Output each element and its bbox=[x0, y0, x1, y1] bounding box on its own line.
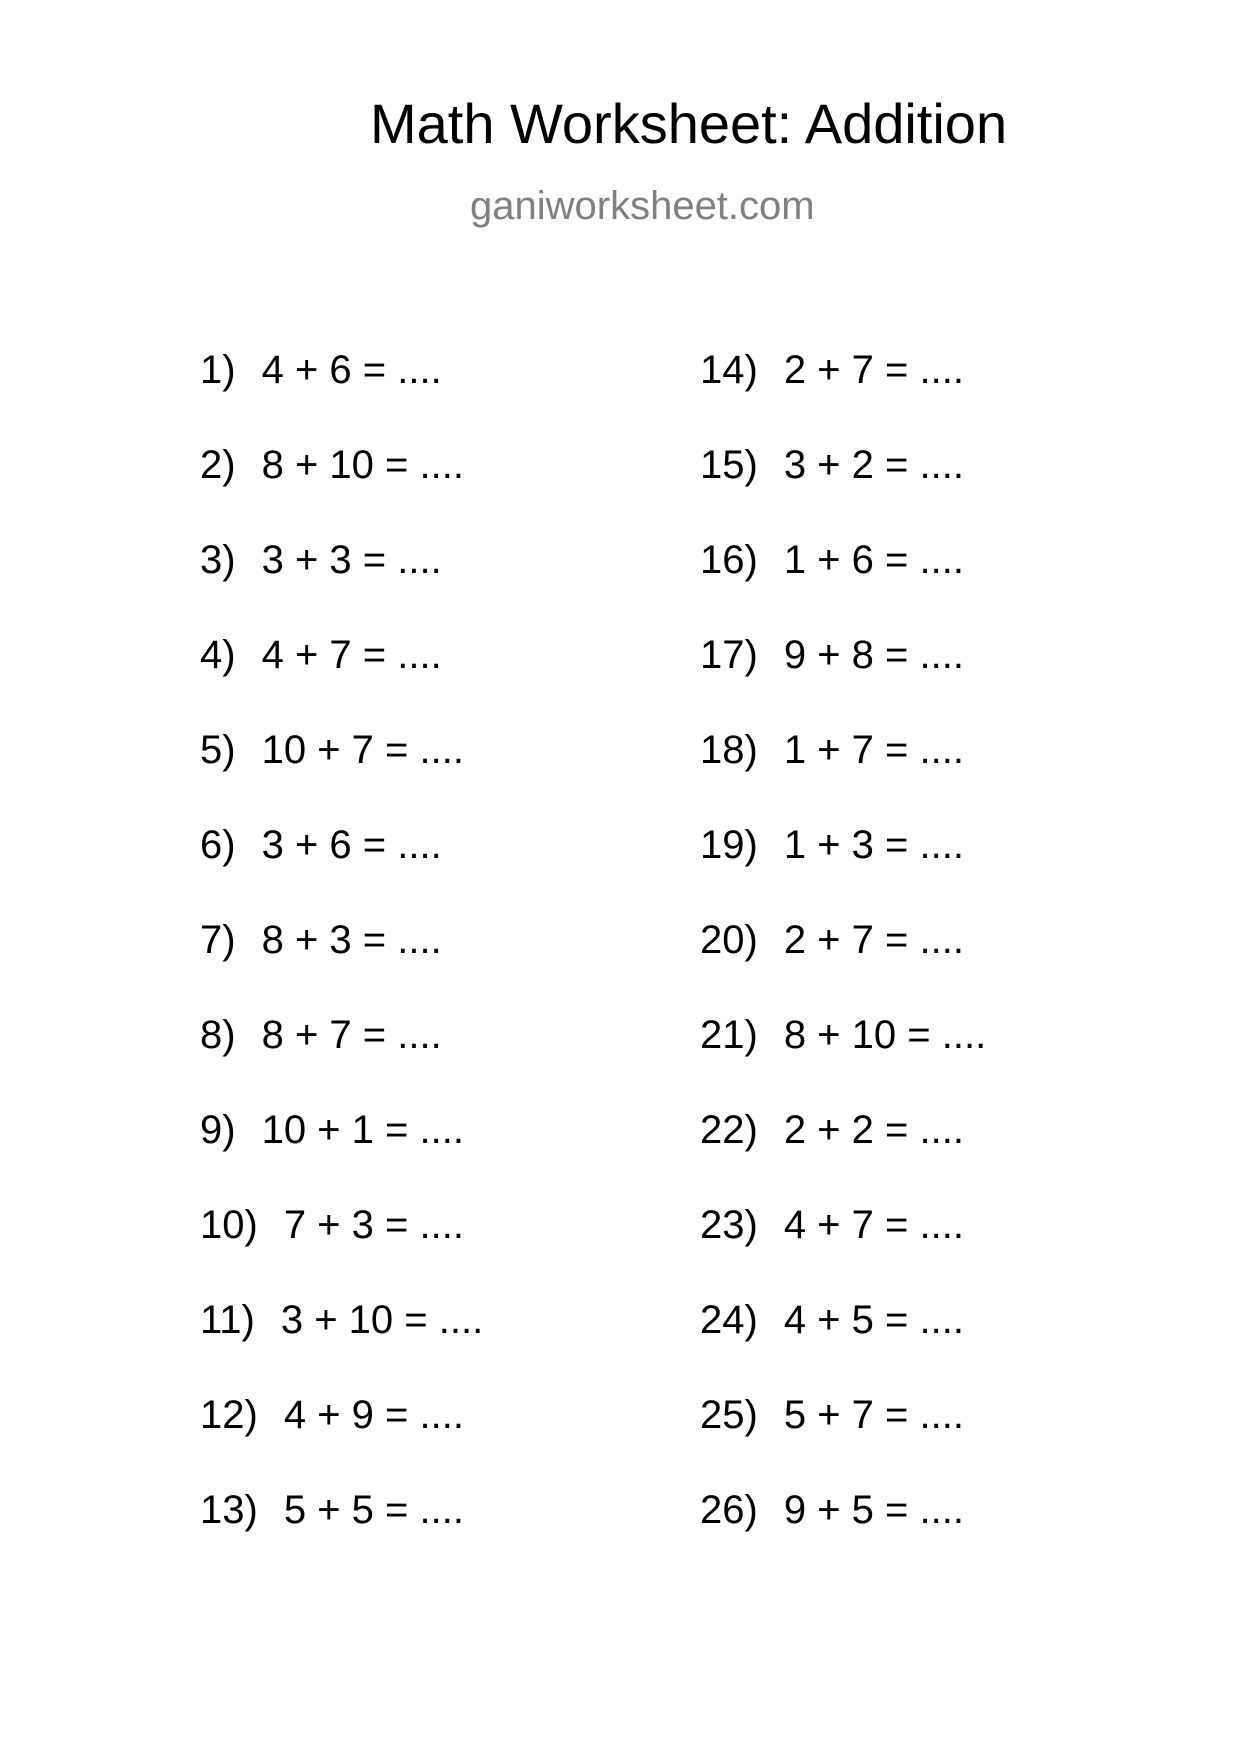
problem-item bbox=[200, 1205, 483, 1300]
problem-number: 10) bbox=[200, 1203, 258, 1247]
problem-number: 1) bbox=[200, 348, 236, 392]
problem-number: 23) bbox=[700, 1203, 758, 1247]
problem-expression: 3 + 2 = .... bbox=[783, 443, 964, 487]
problem-item bbox=[200, 350, 483, 445]
problem-expression: 9 + 5 = .... bbox=[783, 1488, 964, 1532]
problem-expression: 7 + 3 = .... bbox=[283, 1203, 464, 1247]
problem-item bbox=[200, 730, 483, 825]
problem-item bbox=[200, 920, 483, 1015]
problem-number: 24) bbox=[700, 1298, 758, 1342]
problem-number: 7) bbox=[200, 918, 236, 962]
problem-expression: 4 + 5 = .... bbox=[783, 1298, 964, 1342]
problem-expression: 8 + 10 = .... bbox=[783, 1013, 987, 1057]
problem-item bbox=[700, 730, 986, 825]
problem-number: 25) bbox=[700, 1393, 758, 1437]
problem-item bbox=[200, 445, 483, 540]
page-title: Math Worksheet: Addition bbox=[370, 92, 1008, 155]
problem-number: 26) bbox=[700, 1488, 758, 1532]
problem-column-left bbox=[200, 350, 483, 1585]
problem-expression: 4 + 7 = .... bbox=[783, 1203, 964, 1247]
problem-number: 11) bbox=[200, 1298, 255, 1342]
problem-item bbox=[200, 1490, 483, 1585]
problem-expression: 9 + 8 = .... bbox=[783, 633, 964, 677]
site-url: ganiworksheet.com bbox=[470, 184, 815, 228]
problem-number: 12) bbox=[200, 1393, 258, 1437]
problem-item bbox=[700, 635, 986, 730]
problem-item bbox=[700, 1110, 986, 1205]
problem-item bbox=[700, 1300, 986, 1395]
problem-number: 6) bbox=[200, 823, 236, 867]
problem-expression: 1 + 7 = .... bbox=[783, 728, 964, 772]
problem-expression: 3 + 6 = .... bbox=[261, 823, 442, 867]
problem-number: 16) bbox=[700, 538, 758, 582]
problem-item bbox=[200, 825, 483, 920]
problem-expression: 4 + 7 = .... bbox=[261, 633, 442, 677]
problem-number: 22) bbox=[700, 1108, 758, 1152]
problem-number: 21) bbox=[700, 1013, 758, 1057]
problem-expression: 8 + 7 = .... bbox=[261, 1013, 442, 1057]
problem-expression: 2 + 7 = .... bbox=[783, 918, 964, 962]
problem-expression: 4 + 9 = .... bbox=[283, 1393, 464, 1437]
problem-number: 20) bbox=[700, 918, 758, 962]
problem-number: 13) bbox=[200, 1488, 258, 1532]
problem-expression: 3 + 10 = .... bbox=[280, 1298, 484, 1342]
problem-item bbox=[700, 1205, 986, 1300]
problem-item bbox=[200, 1395, 483, 1490]
problem-number: 4) bbox=[200, 633, 236, 677]
problem-item bbox=[700, 1395, 986, 1490]
problem-number: 3) bbox=[200, 538, 236, 582]
problem-expression: 8 + 3 = .... bbox=[261, 918, 442, 962]
problem-number: 17) bbox=[700, 633, 758, 677]
problem-expression: 10 + 1 = .... bbox=[261, 1108, 464, 1152]
problem-number: 8) bbox=[200, 1013, 236, 1057]
problem-item bbox=[200, 635, 483, 730]
problem-expression: 8 + 10 = .... bbox=[261, 443, 464, 487]
problem-number: 5) bbox=[200, 728, 236, 772]
problem-item bbox=[200, 1015, 483, 1110]
problem-number: 18) bbox=[700, 728, 758, 772]
problem-expression: 2 + 7 = .... bbox=[783, 348, 964, 392]
problem-item bbox=[700, 1015, 986, 1110]
problem-number: 19) bbox=[700, 823, 758, 867]
problem-item bbox=[200, 1110, 483, 1205]
problem-expression: 4 + 6 = .... bbox=[261, 348, 442, 392]
problem-expression: 5 + 7 = .... bbox=[783, 1393, 964, 1437]
problem-item bbox=[200, 1300, 483, 1395]
problem-item bbox=[700, 920, 986, 1015]
problem-item bbox=[700, 825, 986, 920]
problem-expression: 10 + 7 = .... bbox=[261, 728, 464, 772]
problem-item bbox=[700, 1490, 986, 1585]
problem-item bbox=[700, 445, 986, 540]
problem-item bbox=[700, 350, 986, 445]
problem-number: 14) bbox=[700, 348, 758, 392]
problem-item bbox=[200, 540, 483, 635]
problem-expression: 3 + 3 = .... bbox=[261, 538, 442, 582]
problem-expression: 5 + 5 = .... bbox=[283, 1488, 464, 1532]
problem-number: 2) bbox=[200, 443, 236, 487]
problem-number: 9) bbox=[200, 1108, 236, 1152]
problem-column-right bbox=[700, 350, 986, 1585]
problem-expression: 1 + 3 = .... bbox=[783, 823, 964, 867]
problem-expression: 2 + 2 = .... bbox=[783, 1108, 964, 1152]
problem-number: 15) bbox=[700, 443, 758, 487]
problem-item bbox=[700, 540, 986, 635]
problem-expression: 1 + 6 = .... bbox=[783, 538, 964, 582]
